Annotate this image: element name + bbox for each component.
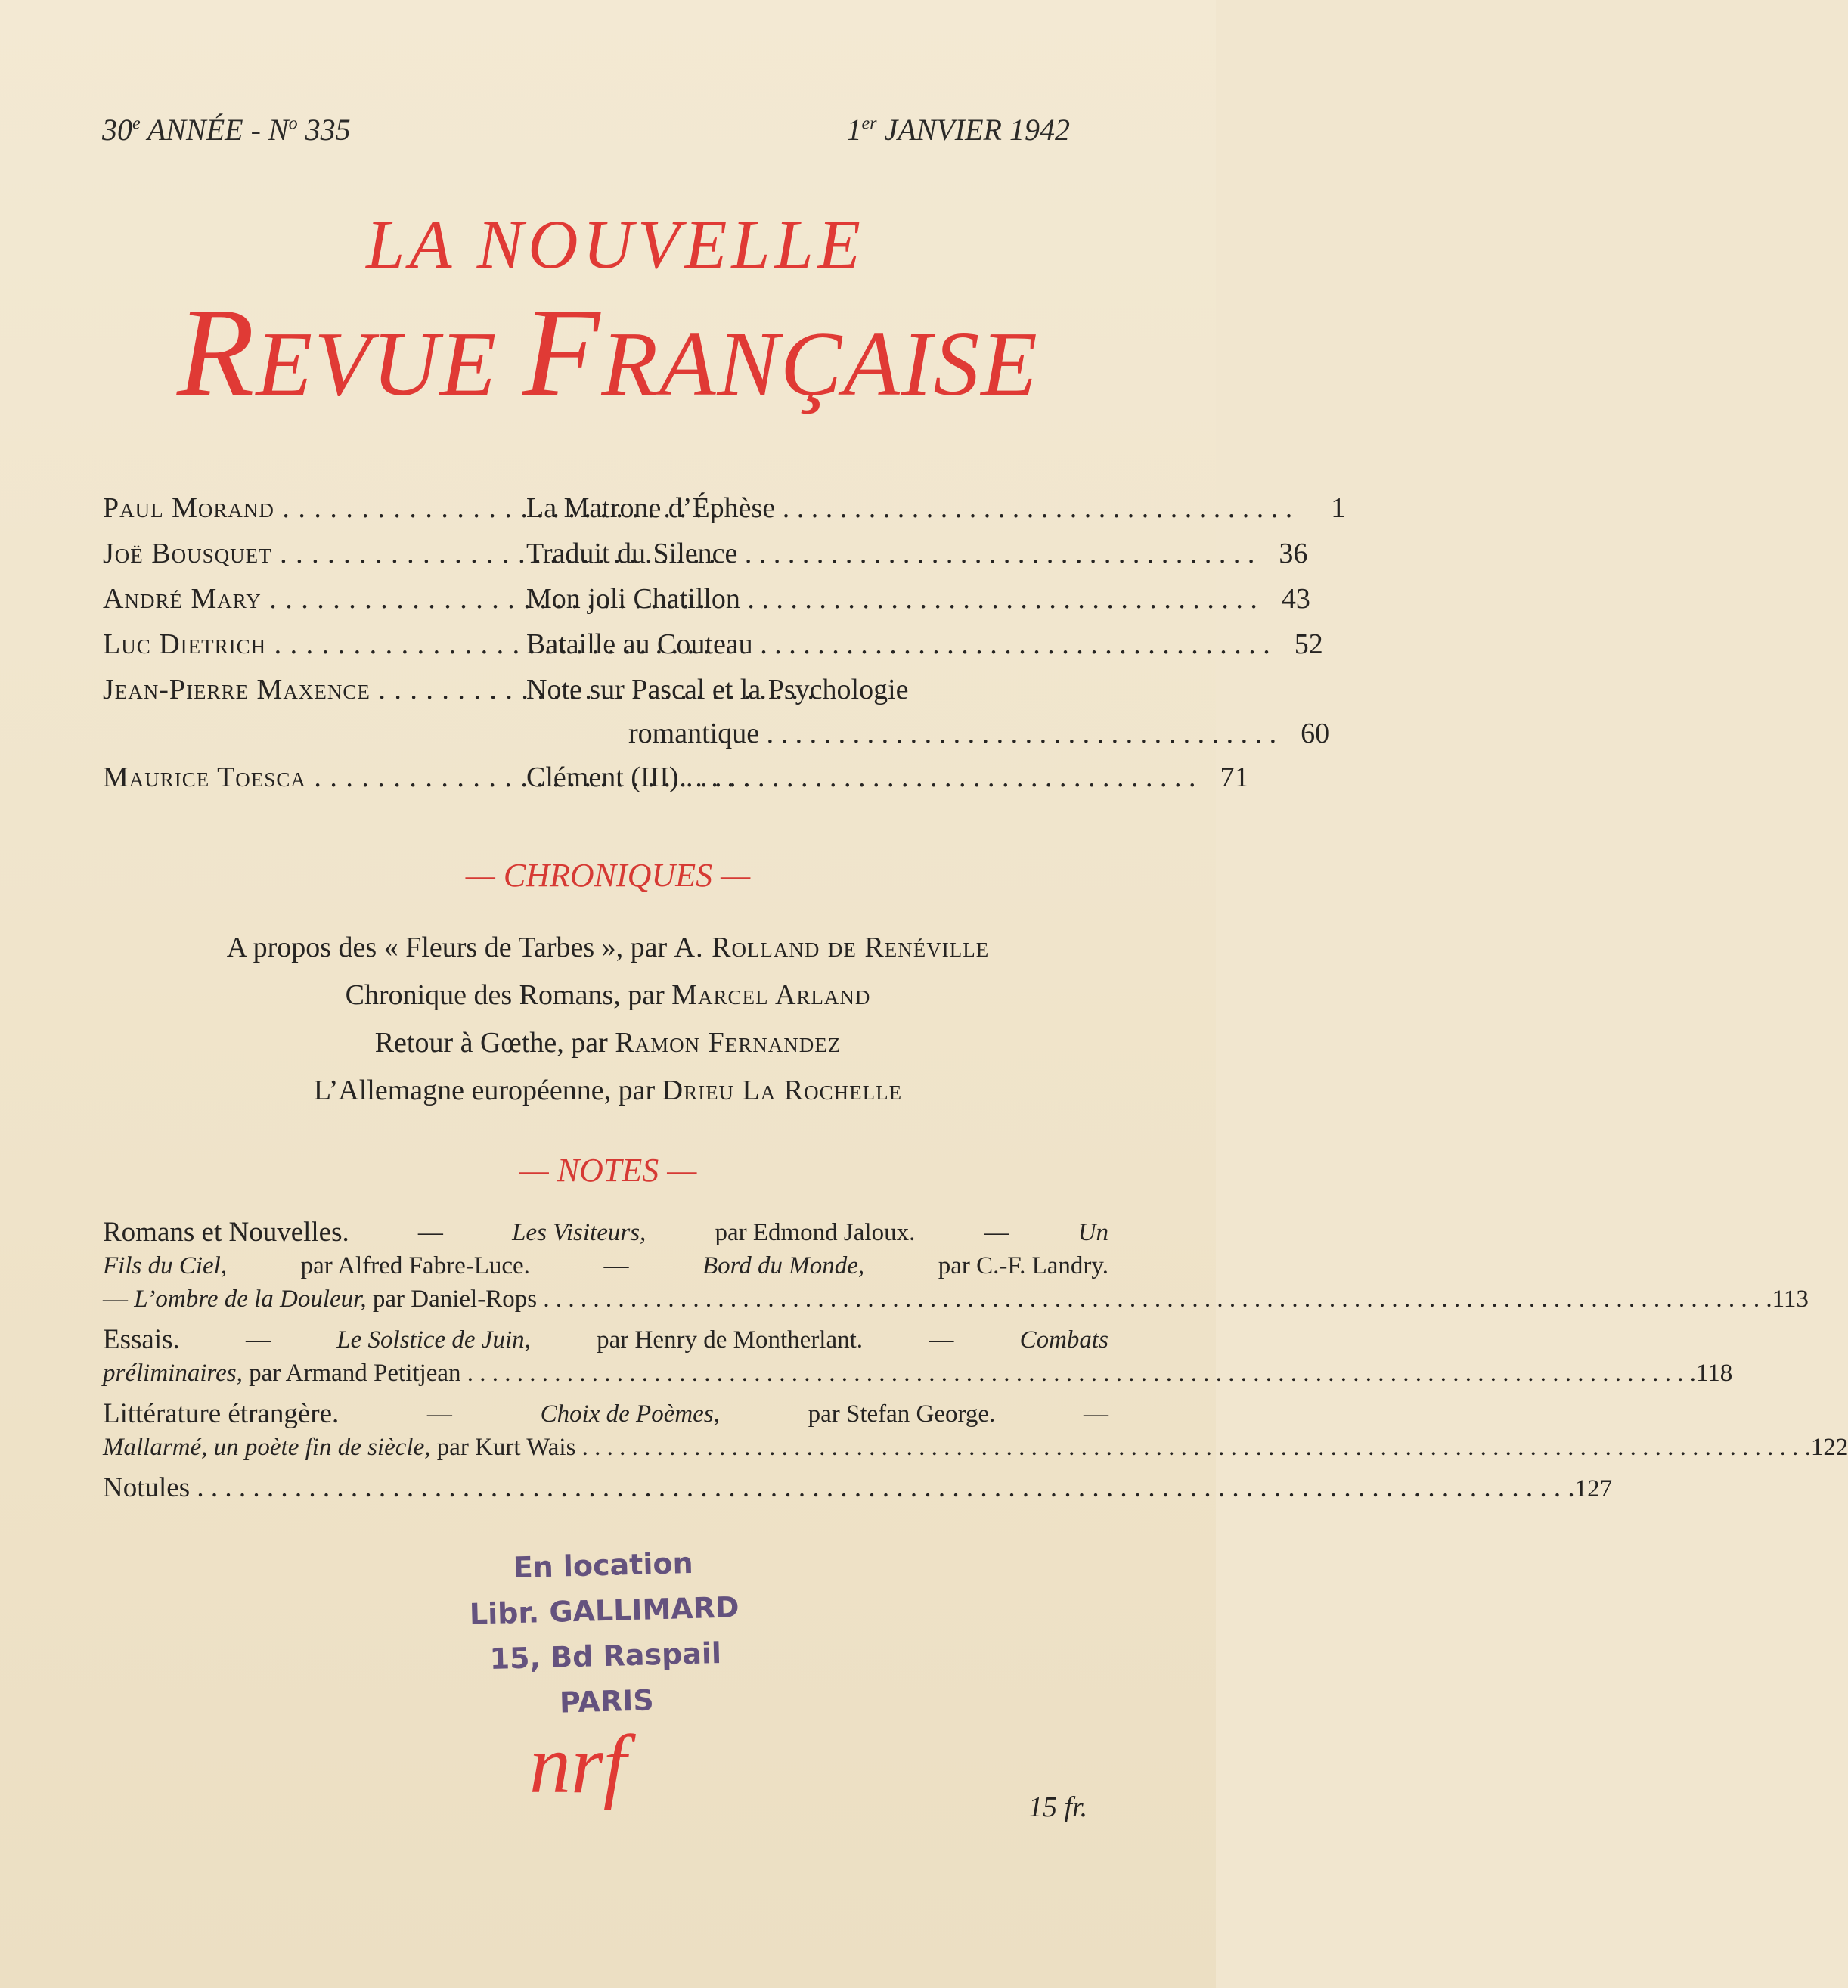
toc-work-line-1: Note sur Pascal et la Psychologie bbox=[526, 674, 909, 706]
chronique-item: Retour à Gœthe, par Ramon Fernandez bbox=[374, 1027, 842, 1059]
notes-heading: — NOTES — bbox=[519, 1152, 697, 1189]
toc-author: Jean-Pierre Maxence . . . bbox=[103, 673, 496, 706]
issue-number: 30e ANNÉE - $N^o$ 335 bbox=[102, 113, 351, 147]
toc-row bbox=[103, 537, 1308, 582]
toc-work: La Matrone d’Éphèse . . . bbox=[526, 492, 1292, 525]
toc-page: 71 bbox=[1220, 761, 1249, 793]
chroniques-heading: — CHRONIQUES — bbox=[465, 857, 751, 894]
note-page: 113 bbox=[1772, 1286, 1809, 1313]
toc-row bbox=[103, 673, 1330, 761]
note-page: 122 bbox=[1810, 1434, 1848, 1461]
title-line-1: LA NOUVELLE bbox=[366, 206, 865, 283]
toc-author: Paul Morand . . . bbox=[103, 492, 496, 525]
toc-author: Maurice Toesca . . . bbox=[103, 761, 496, 794]
toc-author: Joë Bousquet . . . bbox=[103, 537, 496, 570]
chronique-item: A propos des « Fleurs de Tarbes », par A. Rolland de Renéville bbox=[226, 932, 990, 963]
toc-author: André Mary . . . bbox=[103, 582, 496, 616]
issue-header bbox=[102, 112, 1070, 157]
toc-work: Traduit du Silence . . . bbox=[526, 537, 1254, 570]
toc-work: Clément (III) . . . bbox=[526, 761, 1196, 794]
note-page: 118 bbox=[1696, 1360, 1733, 1387]
note-page: 127 bbox=[1574, 1475, 1613, 1503]
toc-page: 60 bbox=[1301, 718, 1330, 749]
note-litterature: Littérature étrangère. — Choix de Poèmes, par Stefan George. — Mallarmé, un poète fin de siècle, par Kurt Wais . . . 122 bbox=[103, 1397, 1108, 1464]
chroniques-list bbox=[0, 924, 1216, 1115]
toc-row bbox=[103, 628, 1323, 673]
chronique-item: L’Allemagne européenne, par Drieu La Rochelle bbox=[313, 1075, 903, 1106]
title-line-2: REVUE FRANÇAISE bbox=[177, 282, 1039, 423]
notes-list bbox=[103, 1216, 1848, 1513]
toc-page: 43 bbox=[1281, 583, 1310, 615]
issue-date: 1er JANVIER 1942 bbox=[846, 113, 1070, 147]
toc-page: 52 bbox=[1294, 628, 1323, 660]
toc-work: Bataille au Couteau . . . bbox=[526, 628, 1270, 661]
toc-page: 36 bbox=[1279, 538, 1308, 569]
toc-row bbox=[103, 492, 1346, 537]
chronique-item: Chronique des Romans, par Marcel Arland bbox=[345, 979, 871, 1011]
nrf-logo bbox=[514, 1718, 696, 1815]
nrf-logo-text: nrf bbox=[529, 1718, 627, 1810]
bookseller-stamp: En location Libr. GALLIMARD 15, Bd Raspail PARIS bbox=[469, 1546, 740, 1720]
toc-row bbox=[103, 761, 1249, 806]
toc-work: Mon joli Chatillon . . . bbox=[526, 582, 1257, 616]
note-romans: Romans et Nouvelles. — Les Visiteurs, par Edmond Jaloux. — Un Fils du Ciel, par Alfred Fabre-Luce. — Bord du Monde, par C.-F. Landry. — L’ombre de la Douleur, par Daniel-Rops . . . 113 bbox=[103, 1216, 1108, 1316]
toc-page: 1 bbox=[1331, 492, 1346, 524]
note-essais: Essais. — Le Solstice de Juin, par Henry de Montherlant. — Combats préliminaires, par Armand Petitjean . . . 118 bbox=[103, 1323, 1108, 1390]
toc-work-line-2: romantique . . . bbox=[628, 717, 1276, 750]
toc-author: Luc Dietrich . . . bbox=[103, 628, 496, 661]
note-notules: Notules . . . 127 bbox=[103, 1472, 1108, 1506]
table-of-contents bbox=[103, 492, 1346, 806]
toc-row bbox=[103, 582, 1310, 628]
price: 15 fr. bbox=[1028, 1791, 1088, 1823]
